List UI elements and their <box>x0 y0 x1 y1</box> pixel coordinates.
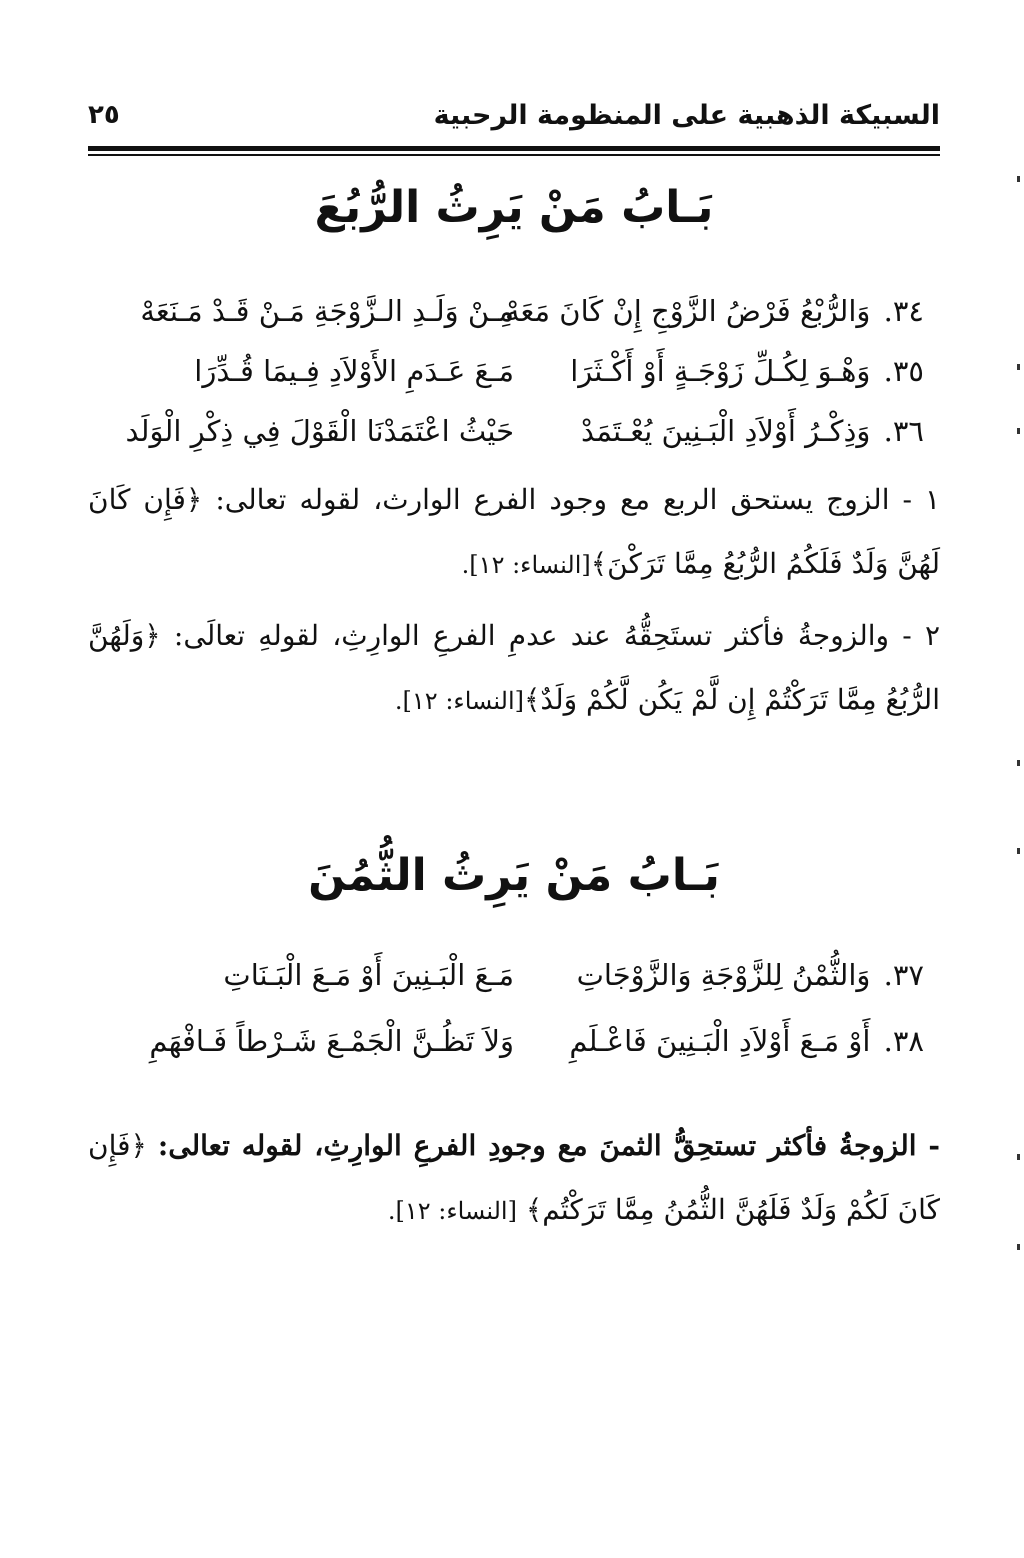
verse-hemistich-second: مَـعَ عَـدَمِ الأَوْلاَدِ فِـيمَا قُـدِّرَا <box>194 354 514 388</box>
verse-hemistich-first <box>524 1024 924 1058</box>
quran-reference: [النساء: ١٢]. <box>461 551 591 579</box>
quran-reference: [النساء: ١٢]. <box>394 687 524 715</box>
book-title: السبيكة الذهبية على المنظومة الرحبية <box>433 100 940 131</box>
header-rule-thin <box>88 154 940 156</box>
paragraph-lead: ٢ - والزوجةُ فأكثر تستَحِقُّهُ عند عدمِ الفرعِ الوارِثِ، لقولهِ تعالَى: <box>173 619 940 652</box>
quran-quote: ﴿فَإِن كَانَ لَهُنَّ وَلَدٌ فَلَكُمُ الرُّبُعُ مِمَّا تَرَكْنَ﴾ <box>88 483 940 580</box>
verse-36 <box>104 414 924 464</box>
verse-hemistich-first <box>524 354 924 388</box>
verse-hemistich-second: حَيْثُ اعْتَمَدْنَا الْقَوْلَ فِي ذِكْرِ الْوَلَد <box>125 414 514 448</box>
commentary-paragraph-1 <box>88 468 940 597</box>
verse-hemistich-second: مِـنْ وَلَـدِ الـزَّوْجَةِ مَـنْ قَـدْ مَـنَعَهْ <box>140 294 514 328</box>
verse-35 <box>104 354 924 404</box>
verse-number: ٣٧. <box>883 958 924 992</box>
page-number: ٢٥ <box>88 100 120 130</box>
verse-hemistich-first <box>524 414 924 448</box>
verse-hemistich-first <box>524 958 924 992</box>
margin-mark <box>1017 1154 1020 1160</box>
verse-text: أَوْ مَـعَ أَوْلاَدِ الْبَـنِينَ فَاعْـلَمِ <box>569 1024 871 1058</box>
margin-mark <box>1017 1244 1020 1250</box>
margin-mark <box>1017 760 1020 766</box>
verse-number: ٣٥. <box>883 354 924 388</box>
paragraph-lead: - الزوجةُ فأكثر تستحِقُّ الثمنَ مع وجودِ الفرعِ الوارِثِ، لقوله تعالى: <box>157 1129 941 1162</box>
verse-text: وَذِكْـرُ أَوْلاَدِ الْبَـنِينَ يُعْـتَمَدْ <box>581 414 871 448</box>
commentary-paragraph-2 <box>88 604 940 733</box>
verse-hemistich-second: وَلاَ تَظُـنَّ الْجَمْـعَ شَـرْطاً فَـافْهَمِ <box>149 1024 514 1058</box>
verse-hemistich-first <box>505 294 924 328</box>
verse-text: وَهْـوَ لِكُـلِّ زَوْجَـةٍ أَوْ أَكْـثَرَا <box>570 354 871 388</box>
verse-number: ٣٤. <box>883 294 924 328</box>
paragraph-lead: ١ - الزوج يستحق الربع مع وجود الفرع الوارث، لقوله تعالى: <box>215 483 940 516</box>
verse-38 <box>104 1024 924 1074</box>
header-rule-thick <box>88 146 940 151</box>
chapter-heading-quarter: بَـابُ مَنْ يَرِثُ الرُّبُعَ <box>314 182 714 233</box>
page-header <box>88 96 940 136</box>
verse-37 <box>104 958 924 1008</box>
chapter-heading-eighth: بَـابُ مَنْ يَرِثُ الثُّمُنَ <box>308 850 720 901</box>
verse-number: ٣٨. <box>883 1024 924 1058</box>
commentary-paragraph-3 <box>88 1114 940 1243</box>
margin-mark <box>1017 848 1020 854</box>
verse-hemistich-second: مَـعَ الْبَـنِينَ أَوْ مَـعَ الْبَـنَاتِ <box>223 958 514 992</box>
verse-text: وَالثُّمْنُ لِلزَّوْجَةِ وَالزَّوْجَاتِ <box>576 958 871 992</box>
quran-quote: ﴿وَلَهُنَّ الرُّبُعُ مِمَّا تَرَكْتُمْ إِن لَّمْ يَكُن لَّكُمْ وَلَدٌ﴾ <box>88 619 940 716</box>
margin-mark <box>1017 176 1020 182</box>
quran-quote: ﴿فَإِن كَانَ لَكُمْ وَلَدٌ فَلَهُنَّ الثُّمُنُ مِمَّا تَرَكْتُم﴾ <box>88 1129 940 1226</box>
verse-number: ٣٦. <box>883 414 924 448</box>
verse-text: وَالرُّبْعُ فَرْضُ الزَّوْجِ إِنْ كَانَ مَعَهْ <box>505 294 871 328</box>
margin-mark <box>1017 428 1020 434</box>
verse-34 <box>104 294 924 344</box>
quran-reference: [النساء: ١٢]. <box>387 1197 517 1225</box>
margin-mark <box>1017 364 1020 370</box>
